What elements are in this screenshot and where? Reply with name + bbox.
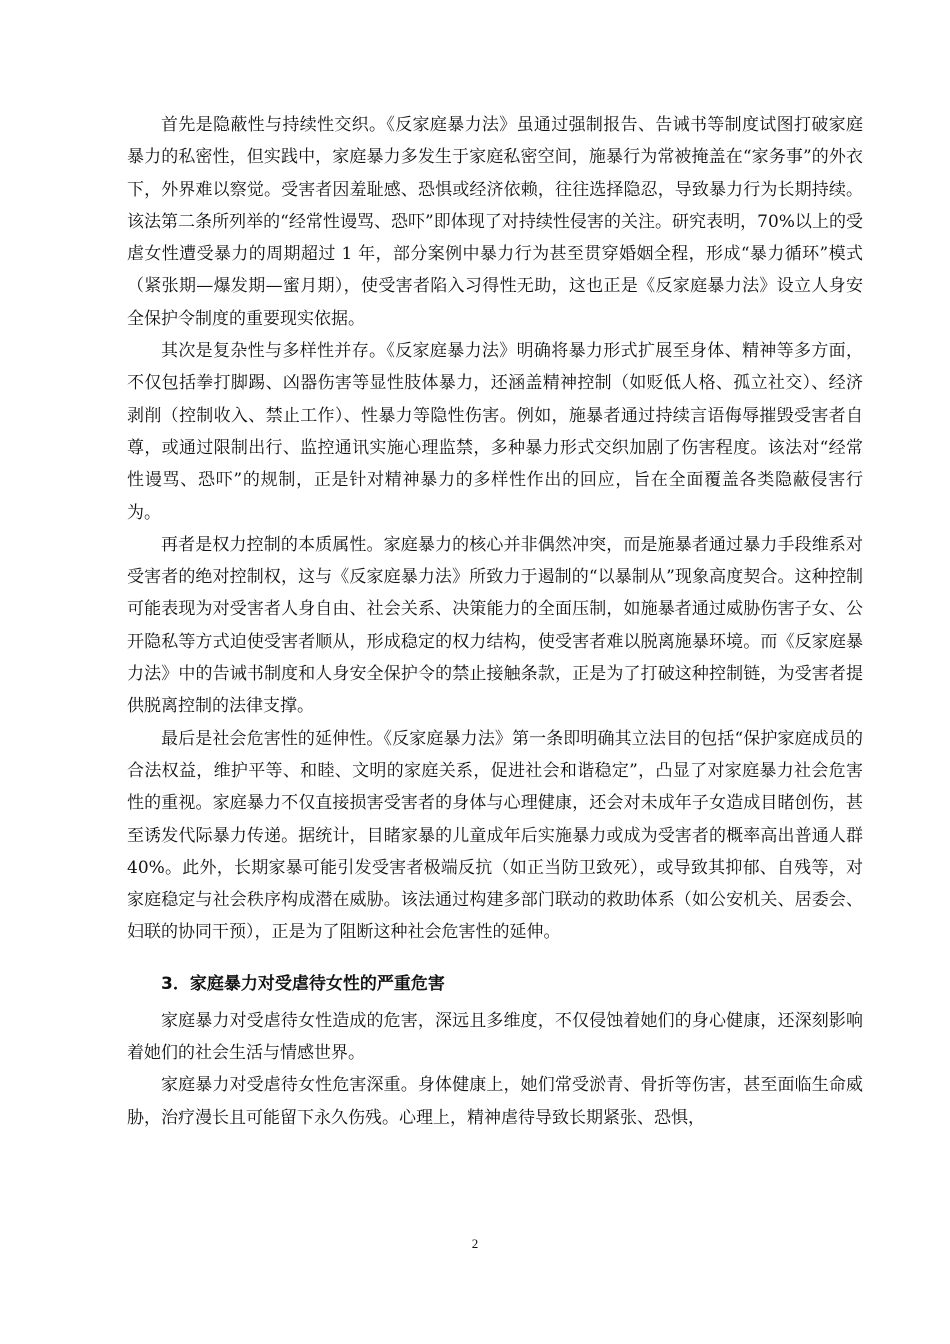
page-number: 2 [471,1236,479,1251]
paragraph-harm-intro: 家庭暴力对受虐待女性造成的危害，深远且多维度，不仅侵蚀着她们的身心健康，还深刻影响着她们的社会生活与情感世界。 [127,1010,863,1064]
paragraph-harm-detail: 家庭暴力对受虐待女性危害深重。身体健康上，她们常受淤青、骨折等伤害，甚至面临生命威胁，治疗漫长且可能留下永久伤残。心理上，精神虐待导致长期紧张、恐惧， [127,1075,863,1128]
document-body [127,109,863,1134]
paragraph-concealment: 首先是隐蔽性与持续性交织。《反家庭暴力法》虽通过强制报告、告诫书等制度试图打破家庭暴力的私密性，但实践中，家庭暴力多发生于家庭私密空间，施暴行为常被掩盖在“家务事”的外衣下，外界难以察觉。受害者因羞耻感、恐惧或经济依赖，往往选择隐忍，导致暴力行为长期持续。该法第二条所列举的“经常性谩骂、恐吓”即体现了对持续性侵害的关注。研究表明，70%以上的受虐女性遭受暴力的周期超过 1 年，部分案例中暴力行为甚至贯穿婚姻全程，形成“暴力循环”模式（紧张期—爆发期—蜜月期），使受害者陷入习得性无助，这也正是《反家庭暴力法》设立人身安全保护令制度的重要现实依据。 [127,115,863,329]
paragraph-social-harm: 最后是社会危害性的延伸性。《反家庭暴力法》第一条即明确其立法目的包括“保护家庭成员的合法权益，维护平等、和睦、文明的家庭关系，促进社会和谐稳定”，凸显了对家庭暴力社会危害性的重视。家庭暴力不仅直接损害受害者的身体与心理健康，还会对未成年子女造成目睹创伤，甚至诱发代际暴力传递。据统计，目睹家暴的儿童成年后实施暴力或成为受害者的概率高出普通人群 40%。此外，长期家暴可能引发受害者极端反抗（如正当防卫致死），或导致其抑郁、自残等，对家庭稳定与社会秩序构成潜在威胁。该法通过构建多部门联动的救助体系（如公安机关、居委会、妇联的协同干预），正是为了阻断这种社会危害性的延伸。 [127,728,863,943]
section-heading: 3．家庭暴力对受虐待女性的严重危害 [161,973,445,994]
paragraph-complexity: 其次是复杂性与多样性并存。《反家庭暴力法》明确将暴力形式扩展至身体、精神等多方面，不仅包括拳打脚踢、凶器伤害等显性肢体暴力，还涵盖精神控制（如贬低人格、孤立社交）、经济剥削（控制收入、禁止工作）、性暴力等隐性伤害。例如，施暴者通过持续言语侮辱摧毁受害者自尊，或通过限制出行、监控通讯实施心理监禁，多种暴力形式交织加剧了伤害程度。该法对“经常性谩骂、恐吓”的规制，正是针对精神暴力的多样性作出的回应，旨在全面覆盖各类隐蔽侵害行为。 [127,341,863,523]
paragraph-power-control: 再者是权力控制的本质属性。家庭暴力的核心并非偶然冲突，而是施暴者通过暴力手段维系对受害者的绝对控制权，这与《反家庭暴力法》所致力于遏制的“以暴制从”现象高度契合。这种控制可能表现为对受害者人身自由、社会关系、决策能力的全面压制，如施暴者通过威胁伤害子女、公开隐私等方式迫使受害者顺从，形成稳定的权力结构，使受害者难以脱离施暴环境。而《反家庭暴力法》中的告诫书制度和人身安全保护令的禁止接触条款，正是为了打破这种控制链，为受害者提供脱离控制的法律支撑。 [127,534,863,717]
